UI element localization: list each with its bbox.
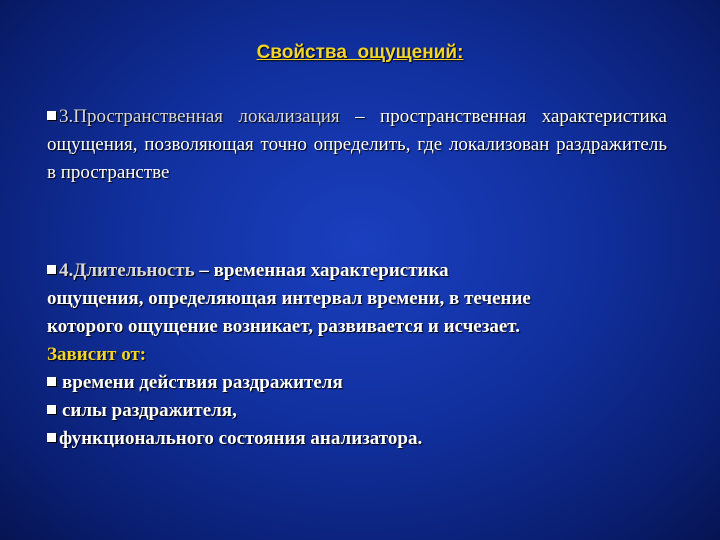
factor-bullet-2 [47, 397, 667, 425]
item-spatial-localization [47, 103, 667, 187]
square-bullet-icon [47, 111, 56, 120]
square-bullet-icon [47, 405, 56, 414]
square-bullet-icon [47, 433, 56, 442]
definition-spatial-localization: – пространственная характеристика ощущения, позволяющая точно определить, где локализован раздражитель в пространстве [47, 106, 667, 183]
depends-on-label: Зависит от: [47, 344, 147, 365]
factor-bullet-1 [47, 369, 667, 397]
slide-title: Свойства ощущений: [256, 42, 464, 63]
factor-bullet-3 [47, 425, 667, 453]
square-bullet-icon [47, 377, 56, 386]
duration-line-3: которого ощущение возникает, развивается и исчезает. [47, 316, 520, 337]
duration-line-1 [47, 257, 667, 285]
term-spatial-localization: 3.Пространственная локализация [59, 106, 340, 127]
square-bullet-icon [47, 265, 56, 274]
definition-duration-start: – временная характеристика [194, 260, 449, 281]
term-duration: 4.Длительность [59, 260, 195, 281]
factor-text-3: функционального состояния анализатора. [59, 428, 423, 449]
factor-text-1: времени действия раздражителя [62, 372, 343, 393]
duration-line-2: ощущения, определяющая интервал времени, в течение [47, 288, 531, 309]
item-duration [47, 257, 667, 453]
factor-text-2: силы раздражителя, [62, 400, 237, 421]
